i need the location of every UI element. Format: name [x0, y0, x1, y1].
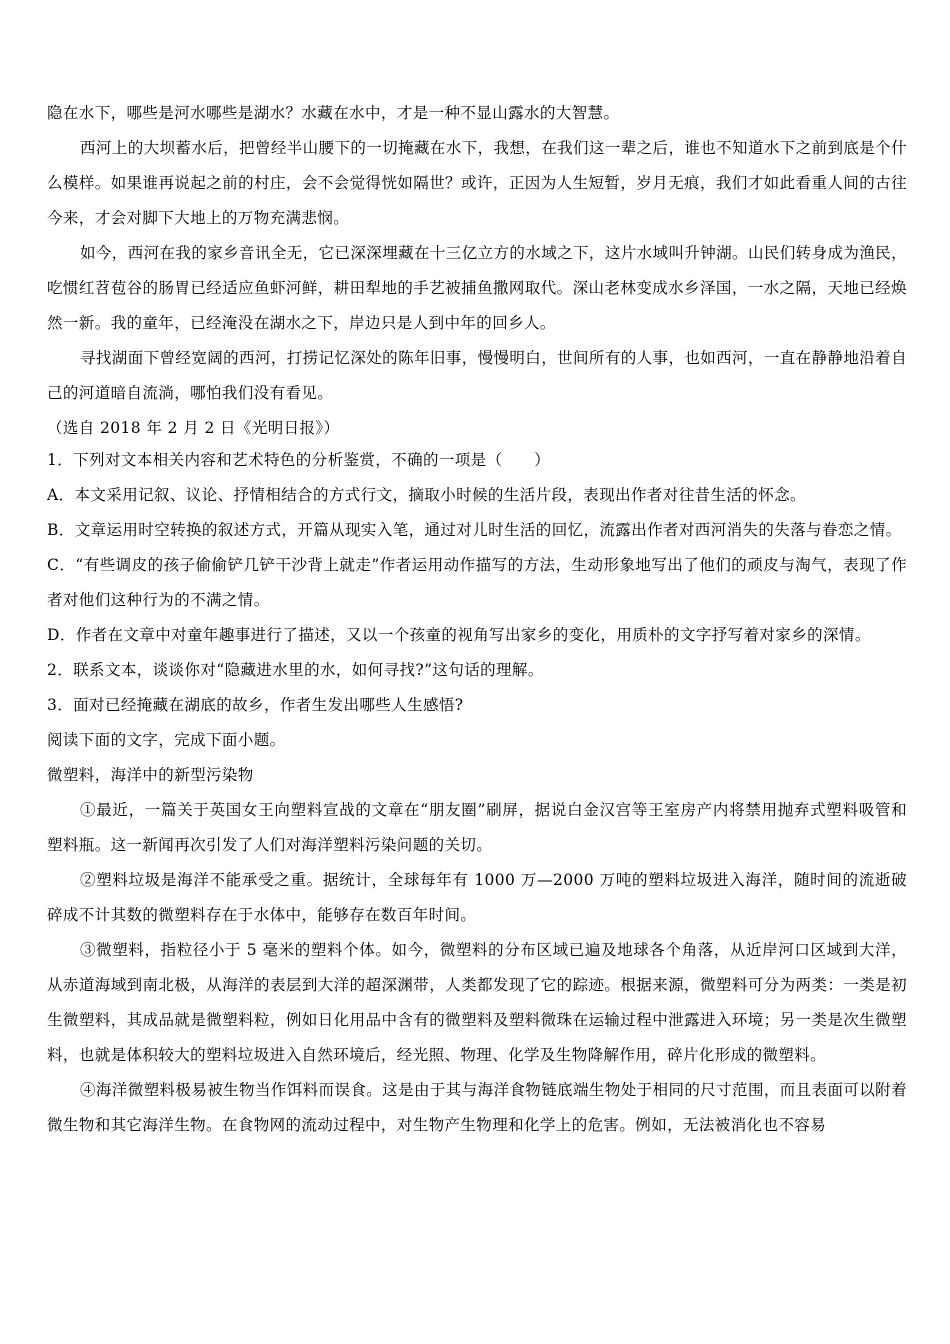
document-page	[47, 96, 907, 1143]
question-1: 1．下列对文本相关内容和艺术特色的分析鉴赏，不确的一项是（ ）	[47, 451, 551, 469]
essay1-paragraph-2: 西河上的大坝蓄水后，把曾经半山腰下的一切掩藏在水下，我想，在我们这一辈之后，谁也不知道水下之前到底是个什么模样。如果谁再说起之前的村庄，会不会觉得恍如隔世？或许，正因为人生短暂，岁月无痕，我们才如此看重人间的古往今来，才会对脚下大地上的万物充满悲悯。	[47, 139, 907, 227]
essay2-paragraph-2: ②塑料垃圾是海洋不能承受之重。据统计，全球每年有 1000 万—2000 万吨的塑料垃圾进入海洋，随时间的流逝破碎成不计其数的微塑料存在于水体中，能够存在数百年时间。	[47, 871, 907, 924]
reading-instruction: 阅读下面的文字，完成下面小题。	[47, 731, 286, 749]
essay1-paragraph-1: 隐在水下，哪些是河水哪些是湖水？水藏在水中，才是一种不显山露水的大智慧。	[47, 104, 620, 122]
question-3: 3．面对已经掩藏在湖底的故乡，作者生发出哪些人生感悟?	[47, 696, 464, 714]
option-a: A．本文采用记叙、议论、抒情相结合的方式行文，摘取小时候的生活片段，表现出作者对往昔生活的怀念。	[47, 486, 806, 504]
option-d: D．作者在文章中对童年趣事进行了描述，又以一个孩童的视角写出家乡的变化，用质朴的文字抒写着对家乡的深情。	[47, 626, 871, 644]
source-citation: （选自 2018 年 2 月 2 日《光明日报》）	[47, 419, 340, 437]
option-c: C．“有些调皮的孩子偷偷铲几铲干沙背上就走”作者运用动作描写的方法，生动形象地写出了他们的顽皮与淘气，表现了作者对他们这种行为的不满之情。	[47, 556, 907, 609]
option-b: B．文章运用时空转换的叙述方式，开篇从现实入笔，通过对儿时生活的回忆，流露出作者对西河消失的失落与眷恋之情。	[47, 521, 902, 539]
essay2-paragraph-1: ①最近，一篇关于英国女王向塑料宣战的文章在“朋友圈”刷屏，据说白金汉宫等王室房产内将禁用抛弃式塑料吸管和塑料瓶。这一新闻再次引发了人们对海洋塑料污染问题的关切。	[47, 801, 907, 854]
essay2-paragraph-3: ③微塑料，指粒径小于 5 毫米的塑料个体。如今，微塑料的分布区域已遍及地球各个角落，从近岸河口区域到大洋，从赤道海域到南北极，从海洋的表层到大洋的超深渊带，人类都发现了它的踪迹。根据来源，微塑料可分为两类：一类是初生微塑料，其成品就是微塑料粒，例如日化用品中含有的微塑料及塑料微珠在运输过程中泄露进入环境；另一类是次生微塑料，也就是体积较大的塑料垃圾进入自然环境后，经光照、物理、化学及生物降解作用，碎片化形成的微塑料。	[47, 941, 907, 1064]
question-2: 2．联系文本，谈谈你对“隐藏进水里的水，如何寻找?”这句话的理解。	[47, 661, 544, 679]
essay1-paragraph-3: 如今，西河在我的家乡音讯全无，它已深深埋藏在十三亿立方的水域之下，这片水域叫升钟湖。山民们转身成为渔民，吃惯红苕苞谷的肠胃已经适应鱼虾河鲜，耕田犁地的手艺被捕鱼撒网取代。深山老林变成水乡泽国，一水之隔，天地已经焕然一新。我的童年，已经淹没在湖水之下，岸边只是人到中年的回乡人。	[47, 244, 907, 332]
essay1-paragraph-4: 寻找湖面下曾经宽阔的西河，打捞记忆深处的陈年旧事，慢慢明白，世间所有的人事，也如西河，一直在静静地沿着自己的河道暗自流淌，哪怕我们没有看见。	[47, 349, 907, 402]
essay2-paragraph-4: ④海洋微塑料极易被生物当作饵料而误食。这是由于其与海洋食物链底端生物处于相同的尺寸范围，而且表面可以附着微生物和其它海洋生物。在食物网的流动过程中，对生物产生物理和化学上的危害。例如，无法被消化也不容易	[47, 1081, 907, 1134]
article-title: 微塑料，海洋中的新型污染物	[47, 766, 254, 784]
